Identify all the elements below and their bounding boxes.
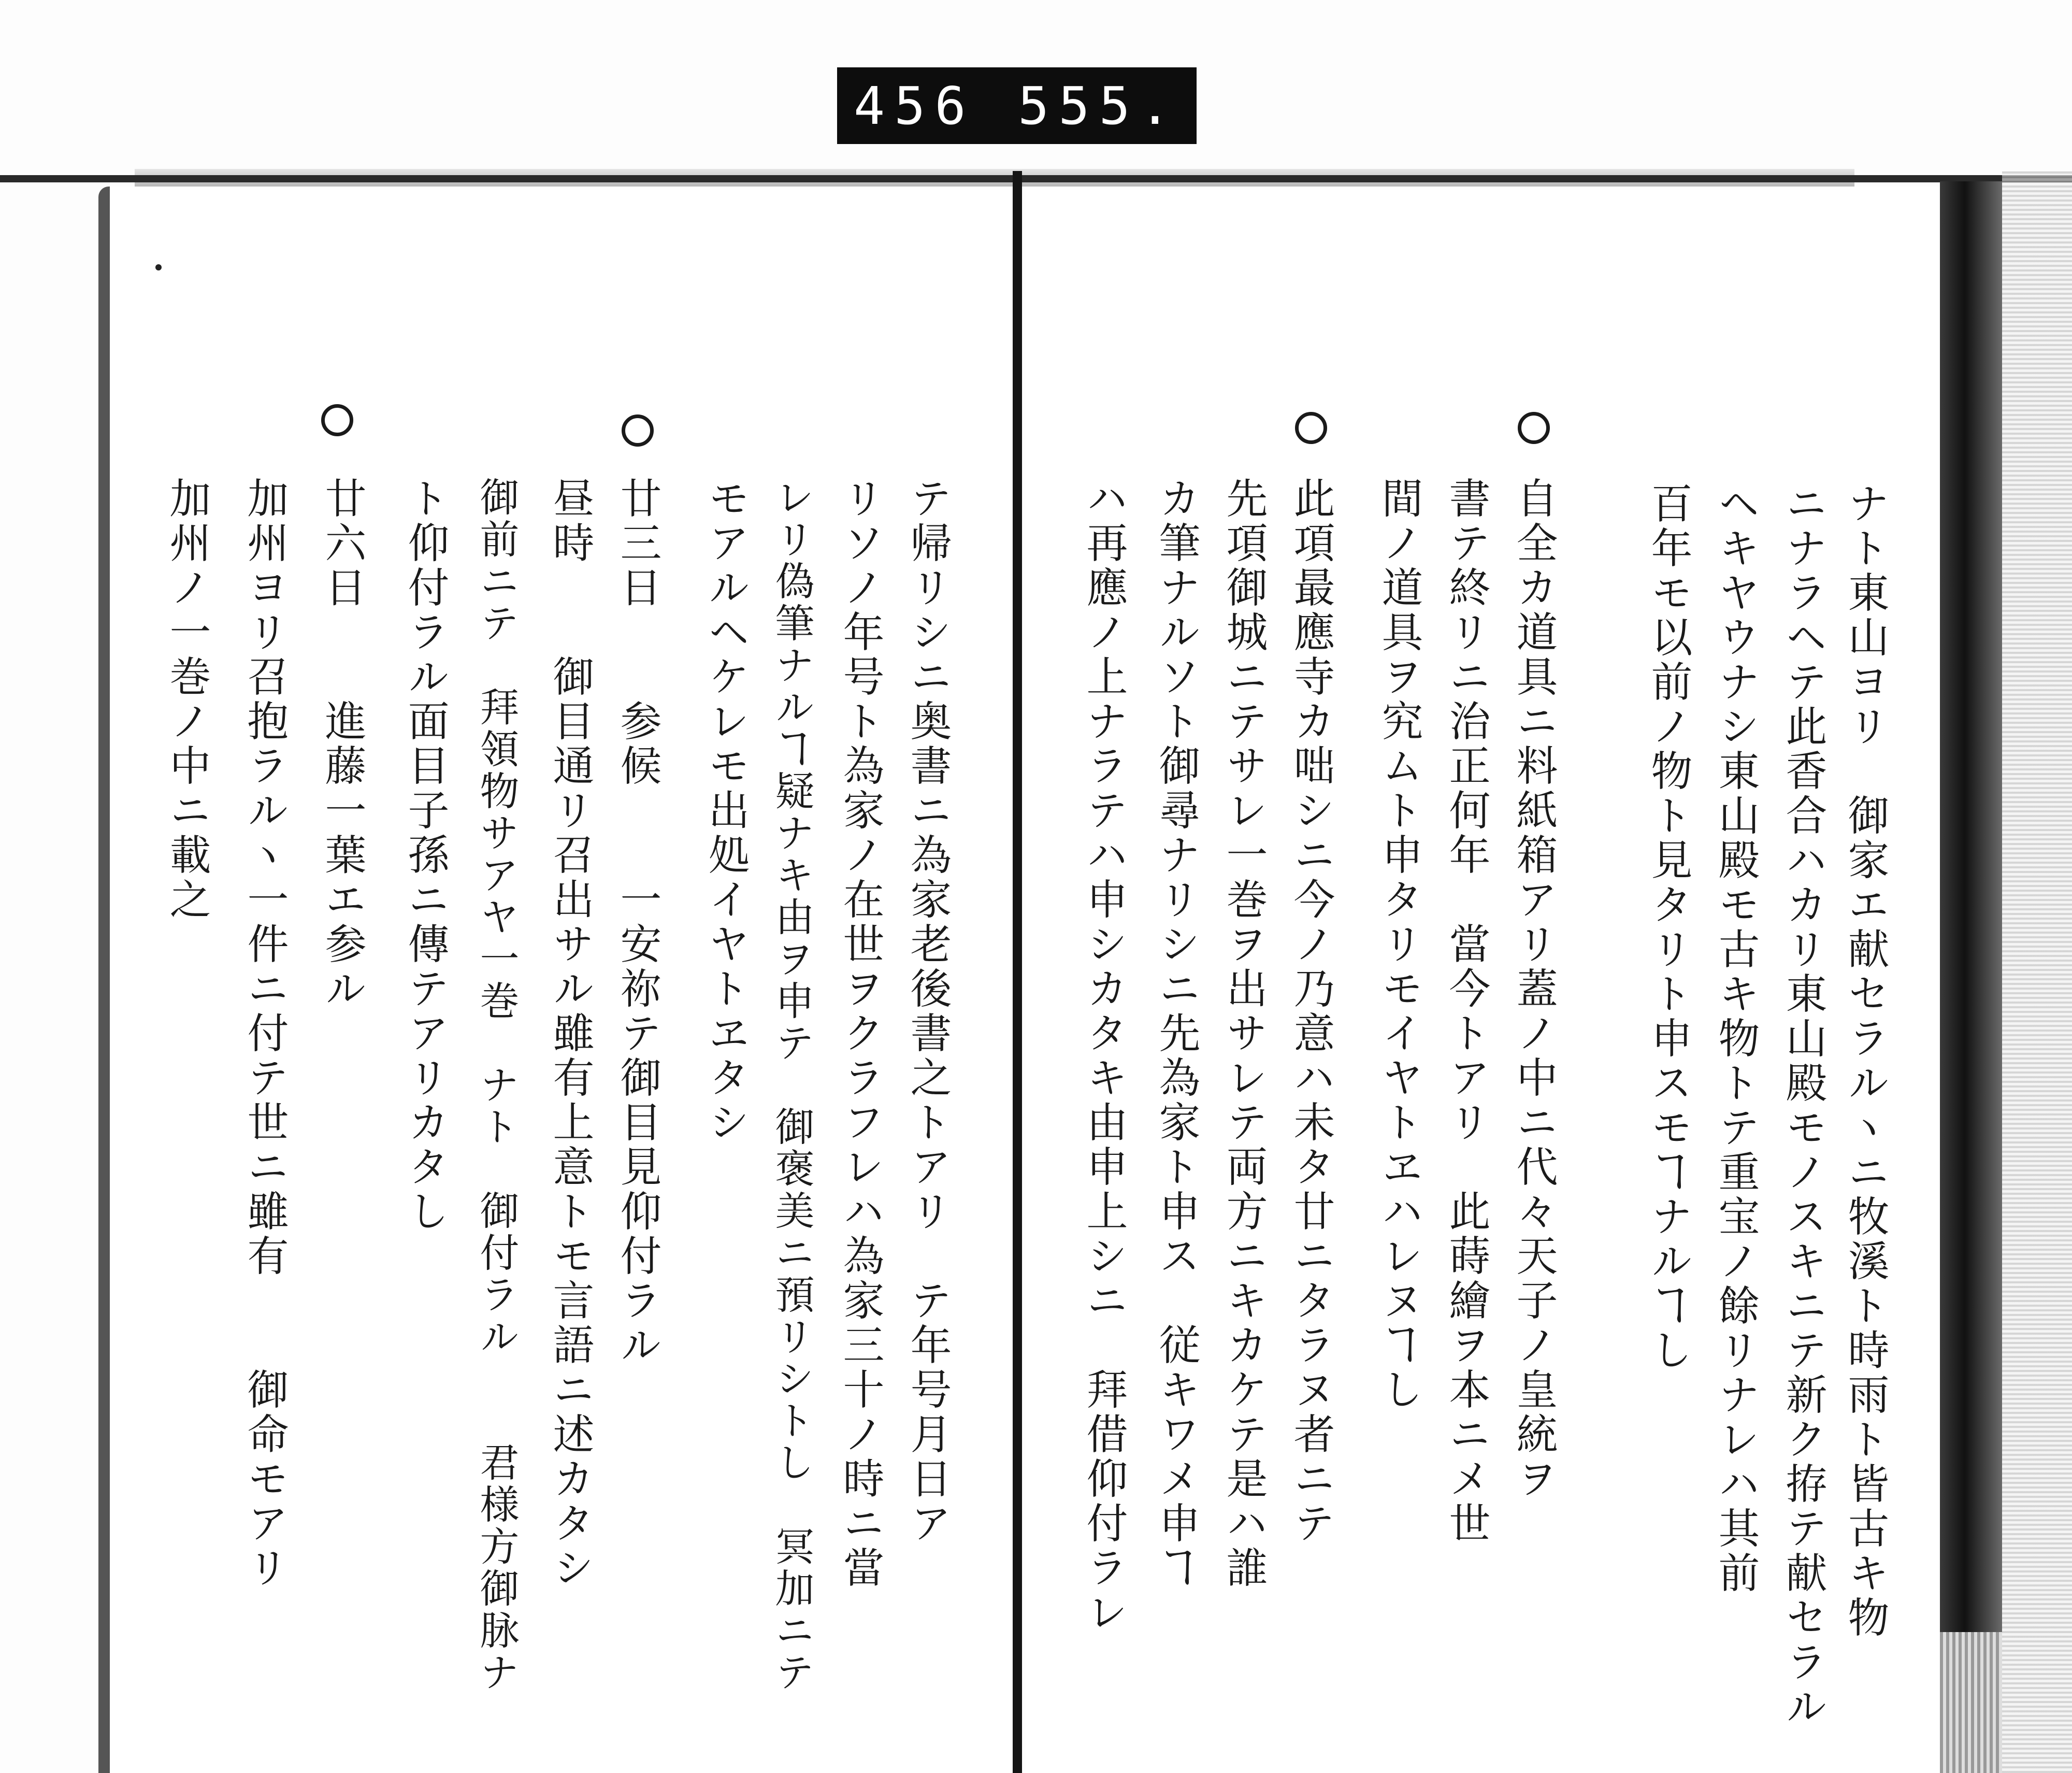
left-page-column: モアルヘケレモ出処イヤトヱタシ — [701, 477, 750, 1145]
right-page-column: ハ再應ノ上ナラテハ申シカタキ由申上シニ 拜借仰付ラレ — [1080, 477, 1128, 1635]
right-page-column: ナト東山ヨリ 御家エ献セラルヽニ牧溪ト時雨ト皆古キ物 — [1841, 482, 1889, 1640]
right-page-column: 百年モ以前ノ物ト見タリト申スモヿナルヿし — [1644, 482, 1692, 1373]
right-page-column: ヘキヤウナシ東山殿モ古キ物トテ重宝ノ餘リナレハ其前 — [1711, 482, 1760, 1596]
entry-circle-mark — [1518, 412, 1550, 444]
book-top-rule — [0, 175, 2072, 182]
book-gutter — [1013, 171, 1022, 1773]
scanner-edge-shadow — [2002, 171, 2072, 1773]
book-fore-edge-lower — [1940, 1632, 2002, 1773]
entry-circle-mark — [321, 404, 353, 436]
ink-speck — [155, 264, 162, 270]
right-page-column: 書テ終リニ治正何年 當今トアリ 此蒔繪ヲ本ニメ世 — [1442, 477, 1490, 1546]
right-page-column: 此項最應寺カ咄シニ今ノ乃意ハ未タ廿ニタラヌ者ニテ — [1287, 477, 1335, 1546]
entry-circle-mark — [622, 414, 654, 447]
left-page-column: 廿六日 進藤一葉エ参ル — [318, 477, 366, 1011]
frame-number-left: 456 — [854, 75, 975, 136]
right-page-column: 間ノ道具ヲ究ムト申タリモイヤトヱハレヌヿし — [1375, 477, 1423, 1412]
microfilm-frame-label — [837, 67, 1197, 144]
left-page-column: リソノ年号ト為家ノ在世ヲクラフレハ為家三十ノ時ニ當 — [836, 477, 884, 1591]
right-page-column: 自全カ道具ニ料紙箱アリ蓋ノ中ニ代々天子ノ皇統ヲ — [1509, 477, 1558, 1502]
left-page-column: テ帰リシニ奥書ニ為家老後書之トアリ テ年号月日ア — [903, 477, 952, 1546]
entry-circle-mark — [1295, 412, 1327, 444]
right-page-column: ニナラヘテ此香合ハカリ東山殿モノスキニテ新ク拵テ献セラル — [1779, 482, 1827, 1729]
left-page-column: 御前ニテ 拜領物サアヤ一巻 ナト 御付ラル 君様方御脉ナ — [473, 477, 520, 1694]
book-fore-edge — [1940, 181, 2002, 1632]
right-page-column: カ筆ナルソト御尋ナリシニ先為家ト申ス 従キワメ申ヿ — [1152, 477, 1200, 1591]
left-page-column: 加州ノ一巻ノ中ニ載之 — [163, 477, 211, 922]
left-page-column: ト仰付ラル面目子孫ニ傳テアリカタし — [401, 477, 449, 1234]
frame-number-right: 555. — [1018, 75, 1180, 136]
left-page-column: 加州ヨリ召抱ラルヽ一件ニ付テ世ニ雖有 御命モアリ — [240, 477, 289, 1591]
right-page-column: 先項御城ニテサレ一巻ヲ出サレテ両方ニキカケテ是ハ誰 — [1219, 477, 1268, 1591]
left-page-column: 廿三日 参候 一安祢テ御目見仰付ラル — [613, 477, 661, 1368]
left-page-column: レリ偽筆ナルヿ疑ナキ由ヲ申テ 御褒美ニ預リシトし 冥加ニテ — [769, 477, 815, 1694]
left-page-column: 昼時 御目通リ召出サル雖有上意トモ言語ニ述カタシ — [546, 477, 594, 1591]
